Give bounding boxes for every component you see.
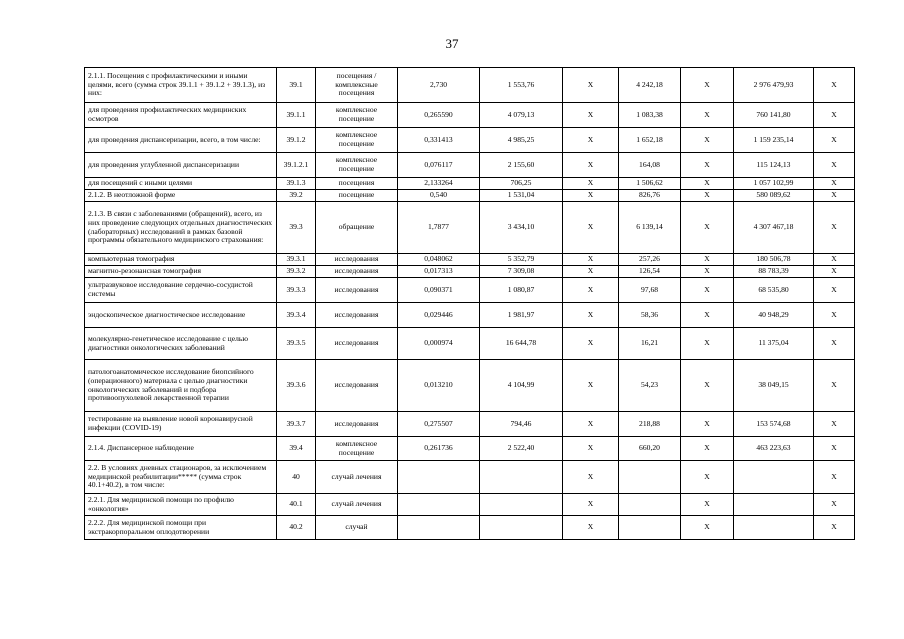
volume-cell: 0,265590 — [398, 103, 480, 128]
volume-cell: 0,090371 — [398, 278, 480, 303]
budget-per-capita-cell: X — [563, 516, 619, 540]
table-row — [85, 412, 855, 437]
budget-total-cell: X — [681, 437, 734, 461]
row-name-cell: молекулярно-генетическое исследование с целью диагностики онкологических заболеваний — [85, 328, 277, 360]
table-row — [85, 266, 855, 278]
budget-total-cell: X — [681, 461, 734, 494]
cost-per-unit-cell: 4 985,25 — [480, 128, 563, 153]
budget-per-capita-cell: X — [563, 437, 619, 461]
table-row — [85, 178, 855, 190]
total-share-cell: X — [814, 461, 855, 494]
budget-total-cell: X — [681, 103, 734, 128]
row-number-cell: 39.3.7 — [277, 412, 316, 437]
oms-total-cell: 68 535,80 — [734, 278, 814, 303]
budget-per-capita-cell: X — [563, 461, 619, 494]
row-number-cell: 39.3.4 — [277, 303, 316, 328]
total-share-cell: X — [814, 437, 855, 461]
oms-per-capita-cell: 54,23 — [619, 360, 681, 412]
volume-cell: 0,275507 — [398, 412, 480, 437]
oms-total-cell: 580 089,62 — [734, 190, 814, 202]
volume-cell: 2,730 — [398, 68, 480, 103]
budget-per-capita-cell: X — [563, 202, 619, 254]
oms-total-cell: 760 141,80 — [734, 103, 814, 128]
oms-total-cell: 2 976 479,93 — [734, 68, 814, 103]
oms-per-capita-cell: 58,36 — [619, 303, 681, 328]
oms-per-capita-cell: 826,76 — [619, 190, 681, 202]
cost-per-unit-cell: 1 531,04 — [480, 190, 563, 202]
budget-total-cell: X — [681, 412, 734, 437]
oms-per-capita-cell: 126,54 — [619, 266, 681, 278]
row-number-cell: 39.1.1 — [277, 103, 316, 128]
volume-cell: 0,048062 — [398, 254, 480, 266]
total-share-cell: X — [814, 303, 855, 328]
oms-total-cell: 11 375,04 — [734, 328, 814, 360]
budget-per-capita-cell: X — [563, 360, 619, 412]
oms-total-cell: 4 307 467,18 — [734, 202, 814, 254]
volume-cell — [398, 494, 480, 516]
volume-cell: 0,013210 — [398, 360, 480, 412]
row-number-cell: 39.2 — [277, 190, 316, 202]
oms-per-capita-cell: 164,08 — [619, 153, 681, 178]
total-share-cell: X — [814, 202, 855, 254]
oms-per-capita-cell: 1 506,62 — [619, 178, 681, 190]
unit-cell: исследования — [316, 266, 398, 278]
oms-total-cell: 180 506,78 — [734, 254, 814, 266]
cost-per-unit-cell: 706,25 — [480, 178, 563, 190]
row-name-cell: патологоанатомическое исследование биопсийного (операционного) материала с целью диагностики онкологических заболеваний и подбора противоопухолевой лекарственной терапии — [85, 360, 277, 412]
budget-per-capita-cell: X — [563, 178, 619, 190]
budget-total-cell: X — [681, 254, 734, 266]
total-share-cell: X — [814, 266, 855, 278]
row-name-cell: 2.2. В условиях дневных стационаров, за исключением медицинской реабилитации***** (сумма строк 40.1+40.2), в том числе: — [85, 461, 277, 494]
volume-cell: 0,029446 — [398, 303, 480, 328]
row-number-cell: 39.3.5 — [277, 328, 316, 360]
budget-per-capita-cell: X — [563, 278, 619, 303]
cost-per-unit-cell: 1 981,97 — [480, 303, 563, 328]
budget-per-capita-cell: X — [563, 303, 619, 328]
budget-per-capita-cell: X — [563, 153, 619, 178]
oms-total-cell: 153 574,68 — [734, 412, 814, 437]
total-share-cell: X — [814, 254, 855, 266]
volume-cell: 0,331413 — [398, 128, 480, 153]
table-row — [85, 153, 855, 178]
unit-cell: обращение — [316, 202, 398, 254]
total-share-cell: X — [814, 128, 855, 153]
unit-cell: посещения — [316, 178, 398, 190]
table-row — [85, 128, 855, 153]
oms-total-cell: 463 223,63 — [734, 437, 814, 461]
total-share-cell: X — [814, 516, 855, 540]
row-name-cell: для посещений с иными целями — [85, 178, 277, 190]
cost-per-unit-cell: 7 309,08 — [480, 266, 563, 278]
unit-cell: комплексное посещение — [316, 153, 398, 178]
volume-cell: 0,076117 — [398, 153, 480, 178]
cost-per-unit-cell: 16 644,78 — [480, 328, 563, 360]
unit-cell: случай — [316, 516, 398, 540]
page-number: 37 — [445, 36, 459, 51]
budget-total-cell: X — [681, 278, 734, 303]
oms-total-cell: 1 057 102,99 — [734, 178, 814, 190]
budget-total-cell: X — [681, 128, 734, 153]
row-number-cell: 39.3 — [277, 202, 316, 254]
budget-total-cell: X — [681, 68, 734, 103]
oms-per-capita-cell: 6 139,14 — [619, 202, 681, 254]
row-name-cell: для проведения диспансеризации, всего, в том числе: — [85, 128, 277, 153]
budget-total-cell: X — [681, 516, 734, 540]
oms-per-capita-cell: 97,68 — [619, 278, 681, 303]
row-name-cell: 2.1.3. В связи с заболеваниями (обращений), всего, из них проведение следующих отдельных диагностических (лабораторных) исследований в рамках базовой программы обязательного медицинского страхования: — [85, 202, 277, 254]
table-row — [85, 328, 855, 360]
row-number-cell: 39.1.3 — [277, 178, 316, 190]
volume-cell — [398, 461, 480, 494]
table-row — [85, 461, 855, 494]
budget-total-cell: X — [681, 266, 734, 278]
budget-per-capita-cell: X — [563, 494, 619, 516]
oms-per-capita-cell: 257,26 — [619, 254, 681, 266]
table-row — [85, 190, 855, 202]
oms-total-cell: 40 948,29 — [734, 303, 814, 328]
table-row — [85, 278, 855, 303]
oms-per-capita-cell: 4 242,18 — [619, 68, 681, 103]
unit-cell: случай лечения — [316, 494, 398, 516]
total-share-cell: X — [814, 103, 855, 128]
cost-per-unit-cell: 4 104,99 — [480, 360, 563, 412]
oms-per-capita-cell — [619, 461, 681, 494]
unit-cell: исследования — [316, 278, 398, 303]
row-number-cell: 39.1.2.1 — [277, 153, 316, 178]
total-share-cell: X — [814, 153, 855, 178]
budget-per-capita-cell: X — [563, 103, 619, 128]
budget-total-cell: X — [681, 153, 734, 178]
total-share-cell: X — [814, 68, 855, 103]
oms-total-cell — [734, 516, 814, 540]
volume-cell: 0,261736 — [398, 437, 480, 461]
total-share-cell: X — [814, 328, 855, 360]
budget-total-cell: X — [681, 360, 734, 412]
total-share-cell: X — [814, 412, 855, 437]
oms-total-cell: 1 159 235,14 — [734, 128, 814, 153]
row-name-cell: ультразвуковое исследование сердечно-сосудистой системы — [85, 278, 277, 303]
cost-per-unit-cell — [480, 494, 563, 516]
oms-per-capita-cell — [619, 494, 681, 516]
volumes-and-costs-table — [84, 67, 855, 540]
budget-per-capita-cell: X — [563, 328, 619, 360]
cost-per-unit-cell: 4 079,13 — [480, 103, 563, 128]
budget-total-cell: X — [681, 328, 734, 360]
table-row — [85, 516, 855, 540]
volume-cell: 0,017313 — [398, 266, 480, 278]
oms-total-cell — [734, 461, 814, 494]
row-name-cell: 2.1.1. Посещения с профилактическими и иными целями, всего (сумма строк 39.1.1 + 39.1.2 + 39.1.3), из них: — [85, 68, 277, 103]
row-number-cell: 39.3.2 — [277, 266, 316, 278]
total-share-cell: X — [814, 360, 855, 412]
cost-per-unit-cell: 1 080,87 — [480, 278, 563, 303]
oms-total-cell: 38 049,15 — [734, 360, 814, 412]
oms-total-cell: 115 124,13 — [734, 153, 814, 178]
unit-cell: комплексное посещение — [316, 437, 398, 461]
table-row — [85, 360, 855, 412]
oms-per-capita-cell: 660,20 — [619, 437, 681, 461]
total-share-cell: X — [814, 178, 855, 190]
oms-per-capita-cell: 16,21 — [619, 328, 681, 360]
budget-total-cell: X — [681, 202, 734, 254]
row-name-cell: 2.1.2. В неотложной форме — [85, 190, 277, 202]
row-number-cell: 39.4 — [277, 437, 316, 461]
table-row — [85, 68, 855, 103]
cost-per-unit-cell: 1 553,76 — [480, 68, 563, 103]
oms-total-cell: 88 783,39 — [734, 266, 814, 278]
row-name-cell: 2.1.4. Диспансерное наблюдение — [85, 437, 277, 461]
oms-per-capita-cell — [619, 516, 681, 540]
table-row — [85, 437, 855, 461]
cost-per-unit-cell: 3 434,10 — [480, 202, 563, 254]
row-number-cell: 40.1 — [277, 494, 316, 516]
row-name-cell: магнитно-резонансная томография — [85, 266, 277, 278]
cost-per-unit-cell: 794,46 — [480, 412, 563, 437]
table-row — [85, 103, 855, 128]
unit-cell: случай лечения — [316, 461, 398, 494]
table-row — [85, 494, 855, 516]
unit-cell: комплексное посещение — [316, 103, 398, 128]
row-name-cell: эндоскопическое диагностическое исследование — [85, 303, 277, 328]
total-share-cell: X — [814, 190, 855, 202]
budget-per-capita-cell: X — [563, 266, 619, 278]
row-number-cell: 40.2 — [277, 516, 316, 540]
budget-per-capita-cell: X — [563, 190, 619, 202]
unit-cell: исследования — [316, 360, 398, 412]
budget-total-cell: X — [681, 303, 734, 328]
row-name-cell: для проведения углубленной диспансеризации — [85, 153, 277, 178]
row-number-cell: 39.1 — [277, 68, 316, 103]
unit-cell: комплексное посещение — [316, 128, 398, 153]
row-name-cell: 2.2.1. Для медицинской помощи по профилю «онкология» — [85, 494, 277, 516]
unit-cell: исследования — [316, 328, 398, 360]
cost-per-unit-cell: 5 352,79 — [480, 254, 563, 266]
oms-per-capita-cell: 1 083,38 — [619, 103, 681, 128]
row-name-cell: для проведения профилактических медицинских осмотров — [85, 103, 277, 128]
row-name-cell: тестирование на выявление новой коронавирусной инфекции (COVID-19) — [85, 412, 277, 437]
budget-per-capita-cell: X — [563, 412, 619, 437]
row-number-cell: 40 — [277, 461, 316, 494]
row-name-cell: 2.2.2. Для медицинской помощи при экстракорпоральном оплодотворении — [85, 516, 277, 540]
cost-per-unit-cell: 2 522,40 — [480, 437, 563, 461]
cost-per-unit-cell — [480, 461, 563, 494]
volume-cell: 1,7877 — [398, 202, 480, 254]
oms-total-cell — [734, 494, 814, 516]
unit-cell: исследования — [316, 412, 398, 437]
budget-total-cell: X — [681, 494, 734, 516]
unit-cell: посещения / комплексные посещения — [316, 68, 398, 103]
budget-per-capita-cell: X — [563, 128, 619, 153]
unit-cell: посещение — [316, 190, 398, 202]
total-share-cell: X — [814, 494, 855, 516]
row-number-cell: 39.1.2 — [277, 128, 316, 153]
table-row — [85, 254, 855, 266]
unit-cell: исследования — [316, 303, 398, 328]
row-name-cell: компьютерная томография — [85, 254, 277, 266]
cost-per-unit-cell: 2 155,60 — [480, 153, 563, 178]
unit-cell: исследования — [316, 254, 398, 266]
row-number-cell: 39.3.1 — [277, 254, 316, 266]
oms-per-capita-cell: 1 652,18 — [619, 128, 681, 153]
cost-per-unit-cell — [480, 516, 563, 540]
row-number-cell: 39.3.6 — [277, 360, 316, 412]
budget-total-cell: X — [681, 190, 734, 202]
row-number-cell: 39.3.3 — [277, 278, 316, 303]
total-share-cell: X — [814, 278, 855, 303]
volume-cell: 0,000974 — [398, 328, 480, 360]
oms-per-capita-cell: 218,88 — [619, 412, 681, 437]
budget-total-cell: X — [681, 178, 734, 190]
table-row — [85, 202, 855, 254]
volume-cell: 0,540 — [398, 190, 480, 202]
budget-per-capita-cell: X — [563, 254, 619, 266]
volume-cell: 2,133264 — [398, 178, 480, 190]
table-row — [85, 303, 855, 328]
volume-cell — [398, 516, 480, 540]
budget-per-capita-cell: X — [563, 68, 619, 103]
table-body — [85, 68, 855, 540]
